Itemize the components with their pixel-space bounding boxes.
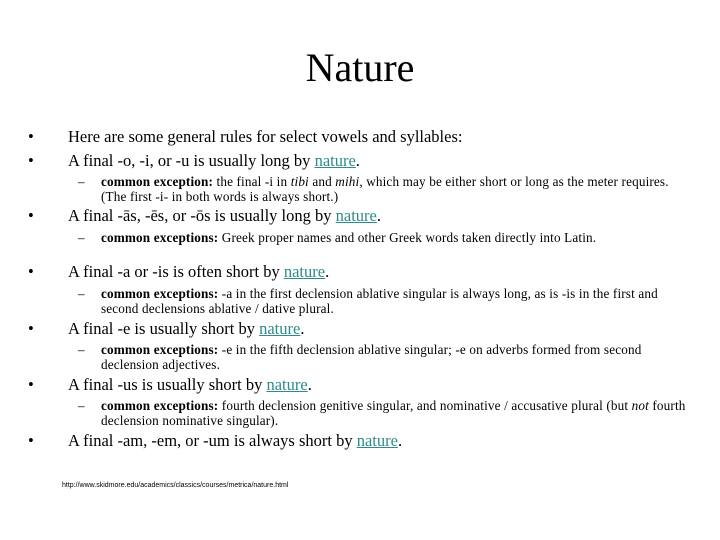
nature-link[interactable]: nature bbox=[314, 151, 356, 170]
bullet-marker: • bbox=[28, 431, 34, 450]
exception-label: common exceptions: bbox=[101, 230, 219, 245]
bullet-text: A final -am, -em, or -um is always short by bbox=[68, 431, 357, 450]
bullet-intro bbox=[28, 127, 708, 147]
bullet-am-em-um: • A final -am, -em, or -um is always short by nature. bbox=[28, 431, 403, 450]
dash-marker: – bbox=[78, 398, 85, 413]
source-url[interactable]: http://www.skidmore.edu/academics/classics/courses/metrica/nature.html bbox=[62, 482, 289, 489]
sub-bullet-exception-4: – common exceptions: -e in the fifth declension ablative singular; -e on adverbs formed from second declension adjectives. bbox=[78, 342, 642, 372]
bullet-marker: • bbox=[28, 375, 34, 394]
nature-link[interactable]: nature bbox=[259, 319, 301, 338]
sub-bullet-exception-5: – common exceptions: fourth declension genitive singular, and nominative / accusative plural (but not fourth declension nominative singular). bbox=[78, 398, 686, 428]
nature-link[interactable]: nature bbox=[356, 431, 398, 450]
sub-bullet-exception-1: – common exception: the final -i in tibi and mihi, which may be either short or long as the meter requires. (The first -i- in both words is always short.) bbox=[78, 174, 669, 204]
nature-link[interactable]: nature bbox=[266, 375, 308, 394]
bullet-a-is: • A final -a or -is is often short by nature. bbox=[28, 262, 330, 281]
bullet-marker: • bbox=[28, 151, 34, 170]
bullet-marker: • bbox=[28, 127, 34, 146]
bullet-marker: • bbox=[28, 262, 34, 281]
exception-label: common exceptions: bbox=[101, 342, 219, 357]
dash-marker: – bbox=[78, 286, 85, 301]
dash-marker: – bbox=[78, 230, 85, 245]
bullet-o-i-u: • A final -o, -i, or -u is usually long by nature. bbox=[28, 151, 360, 170]
bullet-text: A final -us is usually short by bbox=[68, 375, 267, 394]
nature-link[interactable]: nature bbox=[335, 206, 377, 225]
bullet-us: • A final -us is usually short by nature. bbox=[28, 375, 312, 394]
bullet-text: A final -o, -i, or -u is usually long by bbox=[68, 151, 315, 170]
bullet-marker: • bbox=[28, 206, 34, 225]
bullet-text: A final -e is usually short by bbox=[68, 319, 260, 338]
sub-bullet-exception-2: – common exceptions: Greek proper names and other Greek words taken directly into Latin. bbox=[78, 230, 597, 245]
exception-label: common exceptions: bbox=[101, 398, 219, 413]
sub-bullet-exception-3: – common exceptions: -a in the first declension ablative singular is always long, as is -is in the first and second declensions ablative / dative plural. bbox=[78, 286, 658, 316]
bullet-as-es-os: • A final -ās, -ēs, or -ōs is usually long by nature. bbox=[28, 206, 381, 225]
bullet-e: • A final -e is usually short by nature. bbox=[28, 319, 305, 338]
bullet-text: A final -a or -is is often short by bbox=[68, 262, 284, 281]
exception-label: common exceptions: bbox=[101, 286, 219, 301]
dash-marker: – bbox=[78, 174, 85, 189]
bullet-text: A final -ās, -ēs, or -ōs is usually long by bbox=[68, 206, 336, 225]
nature-link[interactable]: nature bbox=[283, 262, 326, 281]
exception-label: common exception: bbox=[101, 174, 214, 189]
slide-title: Nature bbox=[305, 45, 415, 90]
bullet-marker: • bbox=[28, 319, 34, 338]
dash-marker: – bbox=[78, 342, 85, 357]
bullet-text: Here are some general rules for select vowels and syllables: bbox=[68, 127, 463, 146]
